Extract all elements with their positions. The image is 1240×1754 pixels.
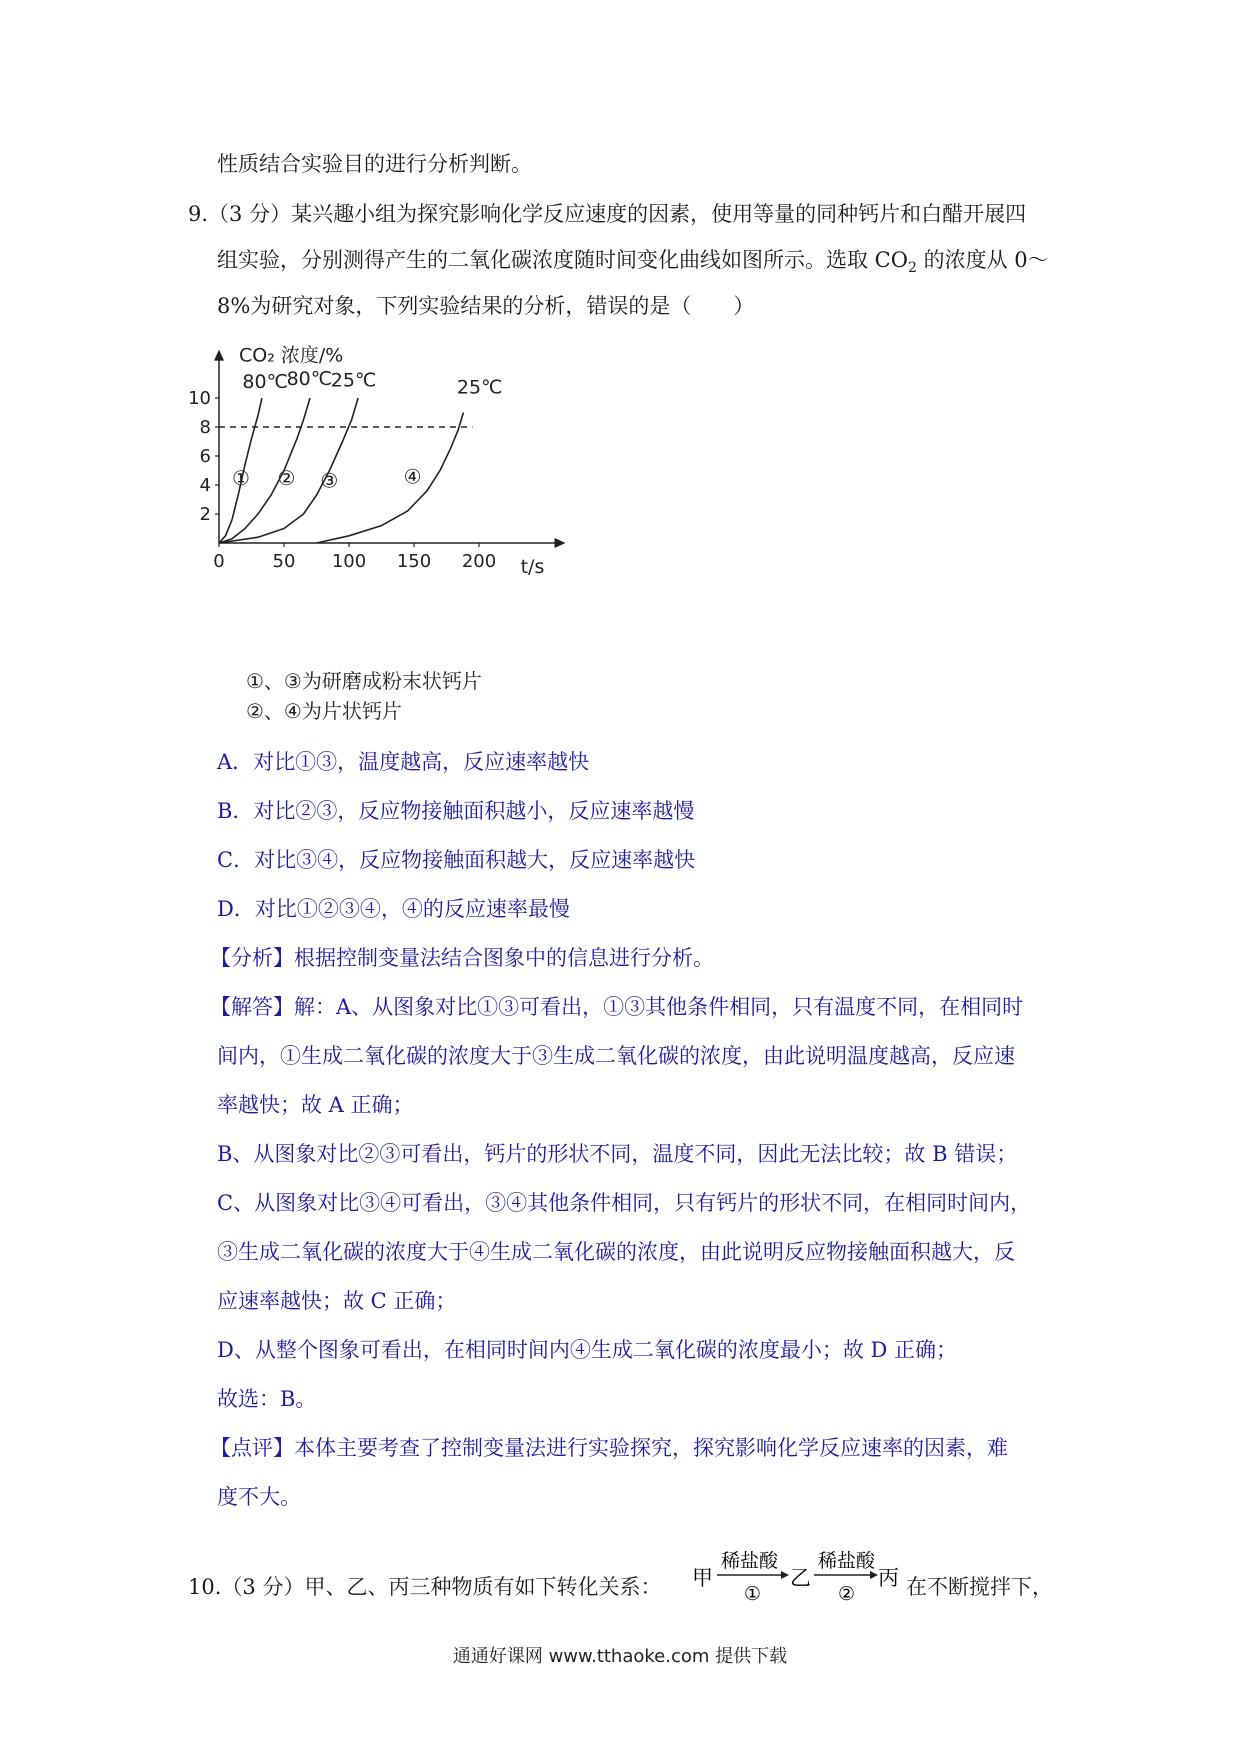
question-10-continuation: 在不断搅拌下， [906,1575,1053,1599]
y-tick-label: 10 [188,388,211,409]
analysis-text: 【分析】根据控制变量法结合图象中的信息进行分析。 [210,946,714,970]
question-10-header [188,1573,661,1601]
reaction-substance-b: 乙 [790,1566,811,1590]
question-line-2a: 组实验，分别测得产生的二氧化碳浓度随时间变化曲线如图所示。选取 CO [217,248,908,272]
option-a: A．对比①③，温度越高，反应速率越快 [217,750,590,774]
x-tick-label: 50 [272,551,296,572]
series-marker-2: ② [277,465,296,490]
option-c: C．对比③④，反应物接触面积越大，反应速率越快 [217,848,696,872]
answer-line: B、从图象对比②③可看出，钙片的形状不同，温度不同，因此无法比较；故 B 错误； [217,1142,1018,1166]
reaction-arrowhead-2 [870,1571,878,1579]
question-line-2b: 的浓度从 0～ [916,248,1049,272]
question-number: 9. [188,202,209,226]
series-temperature-label-1: 80℃ [242,370,288,393]
answer-line: 【解答】解：A、从图象对比①③可看出，①③其他条件相同，只有温度不同，在相同时 [210,995,1024,1019]
footer-text: 通通好课网 www.tthaoke.com 提供下载 [452,1646,788,1667]
series-marker-1: ① [232,465,250,490]
series-marker-4: ④ [403,464,422,489]
answer-line: D、从整个图象可看出，在相同时间内④生成二氧化碳的浓度最小；故 D 正确； [217,1338,958,1362]
x-tick-label: 150 [396,551,432,572]
reaction-reagent-1: 稀盐酸 [721,1550,779,1572]
question-9-header [188,200,1026,228]
reaction-scheme [690,1545,902,1607]
series-temperature-label-2: 80℃ [286,367,333,390]
x-axis-label: t/s [520,556,545,578]
answer-line: ③生成二氧化碳的浓度大于④生成二氧化碳的浓度，由此说明反应物接触面积越大，反 [217,1240,1015,1264]
question-score: （3 分） [221,1575,305,1599]
reaction-step-2: ② [838,1583,856,1605]
x-tick-label: 200 [461,551,497,572]
series-temperature-label-4: 25℃ [456,376,503,399]
answer-line: 率越快；故 A 正确； [217,1093,414,1117]
chart-curves [219,398,463,543]
chart-note-1: ①、③为研磨成粉末状钙片 [246,669,482,693]
answer-line: 应速率越快；故 C 正确； [217,1289,457,1313]
intro-text: 性质结合实验目的进行分析判断。 [217,152,532,176]
series-curve-4 [317,413,464,544]
y-axis-label: CO₂ 浓度/% [239,344,344,367]
y-tick-label: 6 [199,446,211,467]
x-axis-arrow [555,538,566,548]
question-text: 甲、乙、丙三种物质有如下转化关系： [304,1575,662,1599]
series-marker-3: ③ [320,468,339,493]
answer-line: 故选：B。 [217,1387,317,1411]
answer-line: 间内，①生成二氧化碳的浓度大于③生成二氧化碳的浓度，由此说明温度越高，反应速 [217,1044,1015,1068]
x-tick-label: 0 [213,551,225,572]
reaction-substance-c: 丙 [878,1566,899,1590]
y-tick-label: 4 [199,475,211,496]
comment-line: 度不大。 [217,1485,301,1509]
subscript: 2 [907,260,917,277]
question-number: 10. [188,1575,222,1599]
reaction-step-1: ① [744,1583,762,1605]
reaction-reagent-2: 稀盐酸 [818,1550,876,1572]
reaction-arrowhead-1 [781,1571,789,1579]
y-tick-label: 8 [199,417,211,438]
chart-note-2: ②、④为片状钙片 [246,699,402,723]
reaction-substance-a: 甲 [692,1566,713,1590]
series-temperature-label-3: 25℃ [330,369,377,392]
question-9-line-3: 8%为研究对象，下列实验结果的分析，错误的是（ ） [217,294,755,318]
comment-line: 【点评】本体主要考查了控制变量法进行实验探究，探究影响化学反应速率的因素，难 [210,1436,1008,1460]
y-tick-label: 2 [199,504,211,525]
answer-line: C、从图象对比③④可看出，③④其他条件相同，只有钙片的形状不同，在相同时间内， [217,1191,1032,1215]
option-d: D．对比①②③④，④的反应速率最慢 [217,897,570,921]
question-9-line-2 [217,246,1049,277]
question-score: （3 分） [208,202,292,226]
x-tick-label: 100 [331,551,367,572]
y-axis-arrow [214,350,224,361]
question-line-1: 某兴趣小组为探究影响化学反应速度的因素，使用等量的同种钙片和白醋开展四 [291,202,1027,226]
option-b: B．对比②③，反应物接触面积越小，反应速率越慢 [217,799,695,823]
